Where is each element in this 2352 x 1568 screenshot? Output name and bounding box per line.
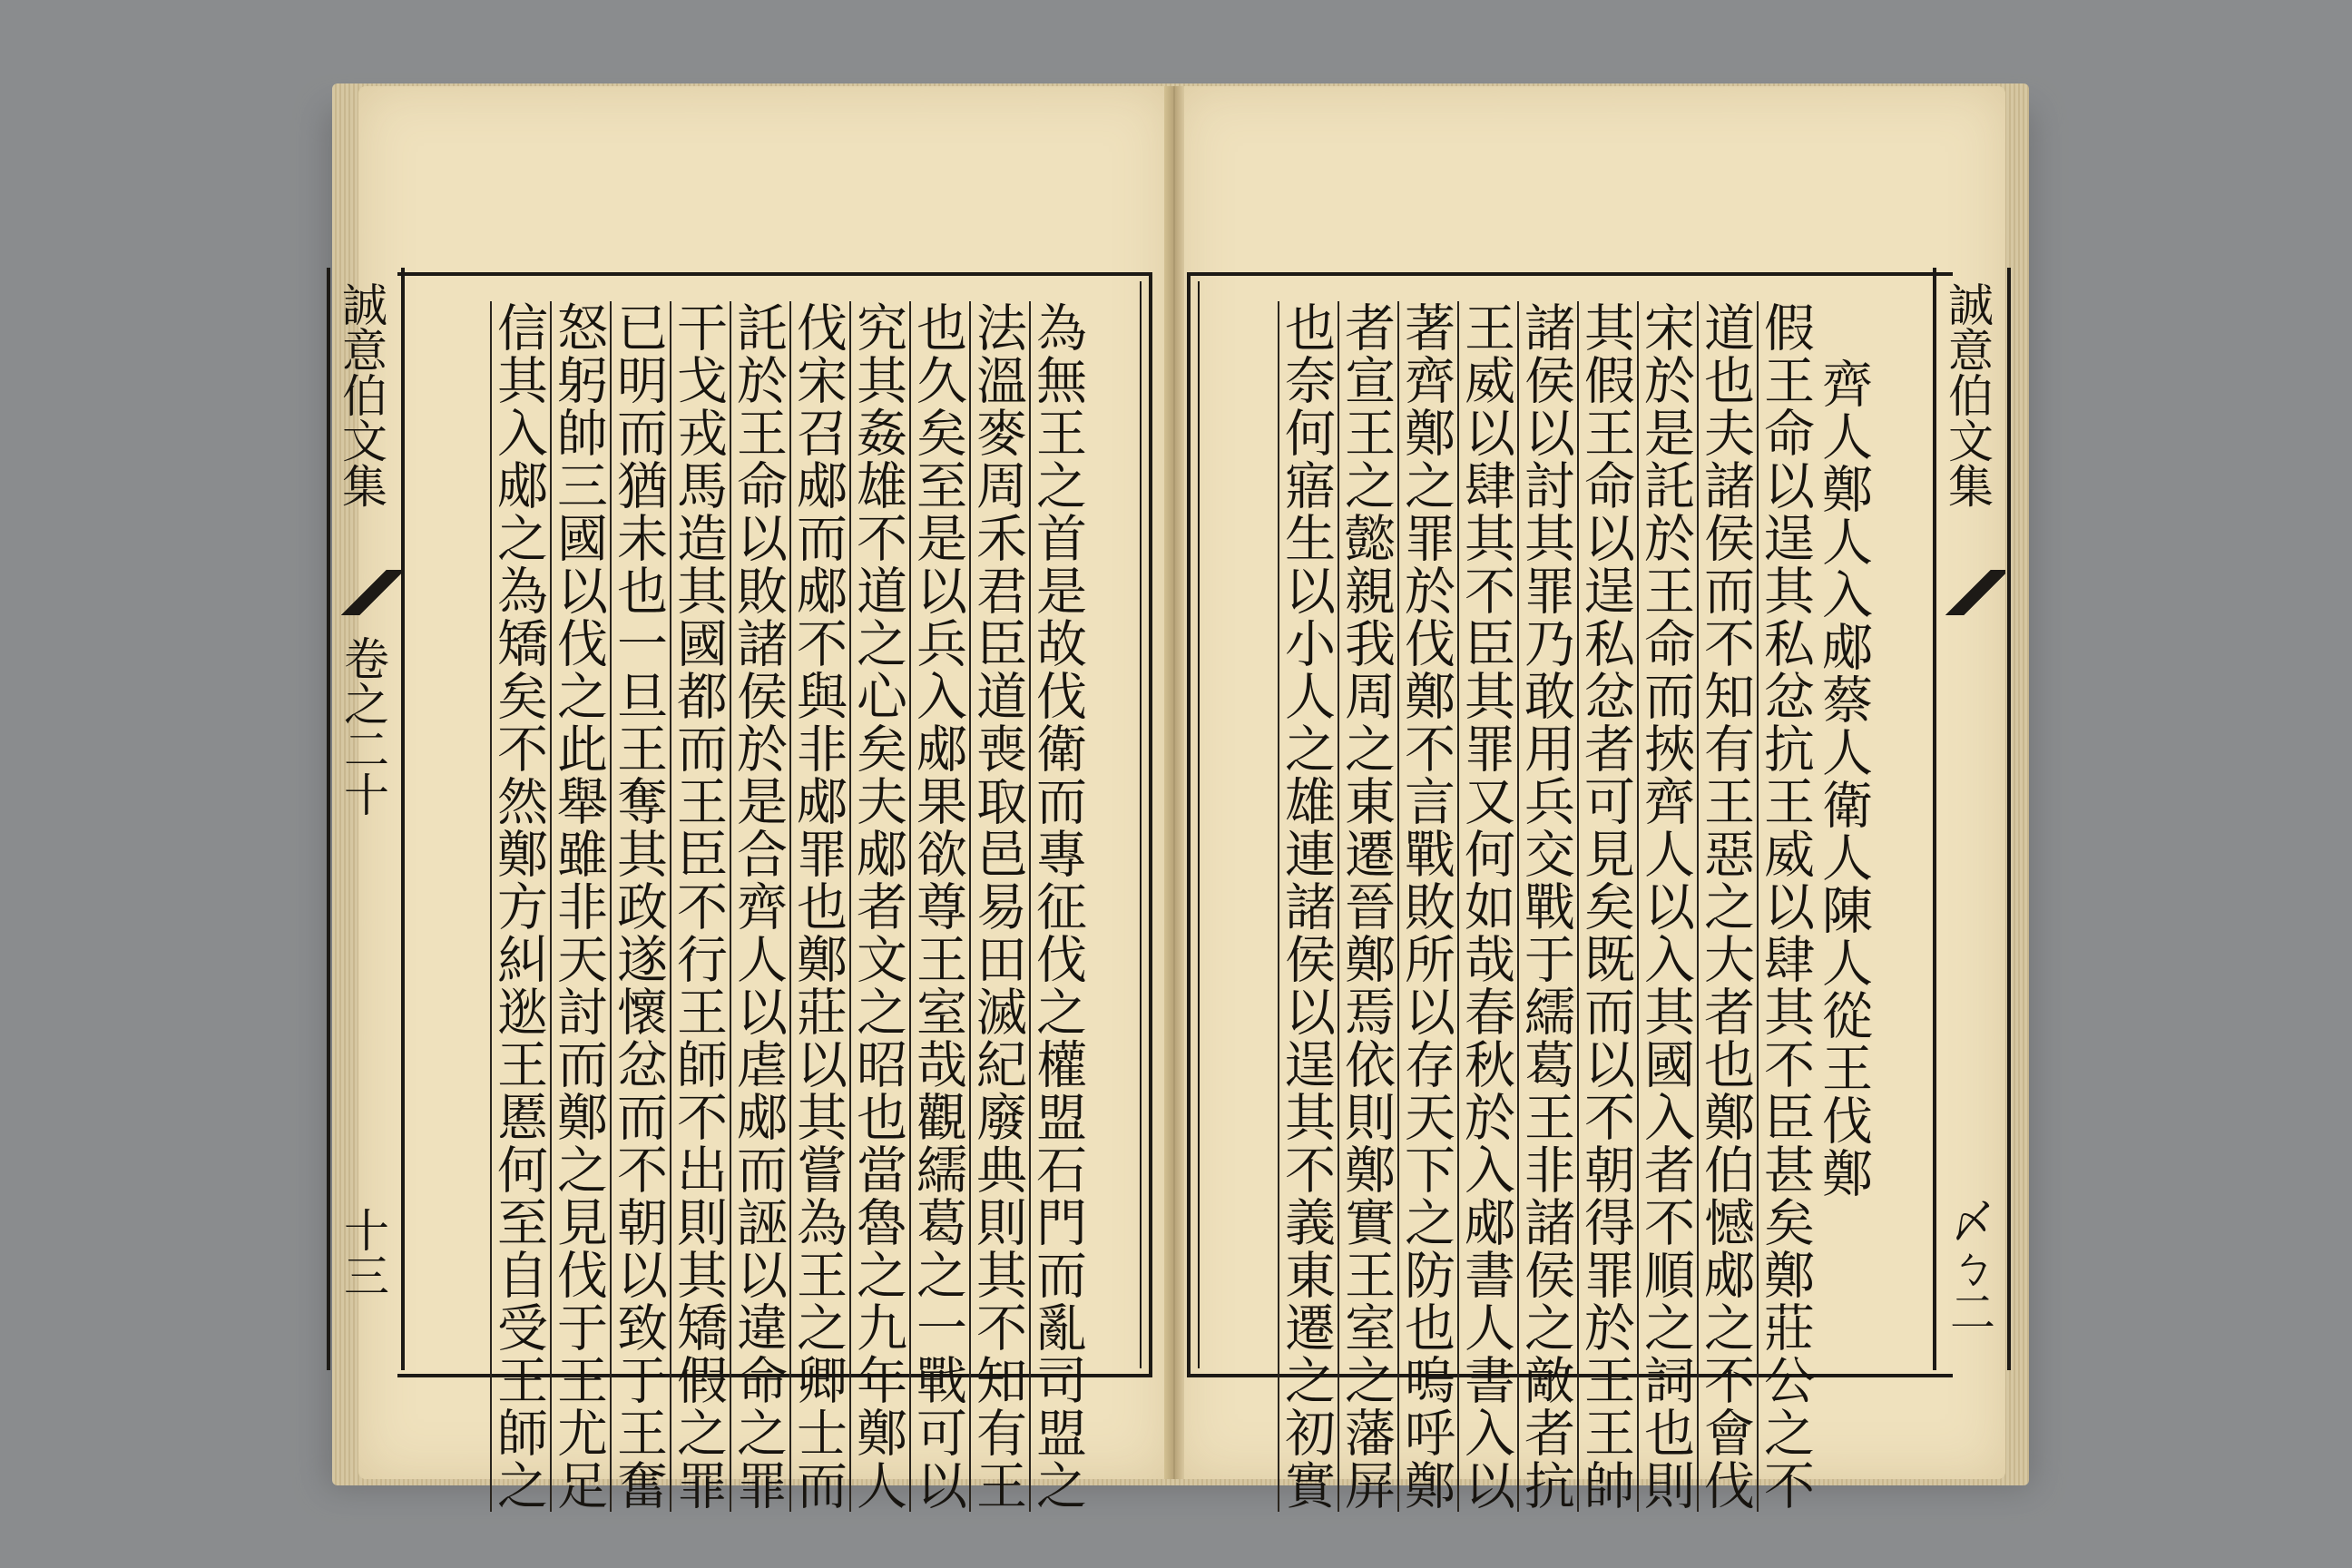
left-column-4: 究其姦雄不道之心矣夫郕者文之昭也當魯之九年鄭人 <box>848 301 907 1512</box>
left-column-2: 法溫麥周禾君臣道喪取邑易田滅紀廢典則其不知有王 <box>968 301 1027 1512</box>
right-heading: 齊人鄭人入郕蔡人衛人陳人從王伐鄭 <box>1814 358 1873 1200</box>
right-column-5: 諸侯以討其罪乃敢用兵交戰于繻葛王非諸侯之敵者抗 <box>1516 301 1575 1512</box>
left-folio-number: 十三 <box>337 1207 389 1298</box>
left-column-9: 怒躬帥三國以伐之此舉雖非天討而鄭之見伐于王尤足 <box>549 301 608 1512</box>
right-column-4: 其假王命以逞私忿者可見矣既而以不朝得罪於王王帥 <box>1576 301 1635 1512</box>
left-volume-label: 卷之二十 <box>337 635 389 817</box>
book-gutter <box>1164 86 1184 1479</box>
right-column-9: 也奈何寤生以小人之雄連諸侯以逞其不義東遷之初實 <box>1277 301 1336 1512</box>
left-column-10: 信其入郕之為矯矣不然鄭方糾逖王慝何至自受王師之 <box>489 301 548 1512</box>
right-running-title: 誠意伯文集 <box>1941 281 1994 508</box>
left-text-frame <box>397 272 1152 1512</box>
left-column-5: 伐宋召郕而郕不與非郕罪也鄭莊以其嘗為王之卿士而 <box>789 301 848 1512</box>
right-column-3: 宋於是託於王命而挾齊人以入其國入者不順之詞也則 <box>1636 301 1695 1512</box>
left-column-8: 已明而猶未也一旦王奪其政遂懷忿而不朝以致于王奮 <box>609 301 668 1512</box>
right-column-7: 著齊鄭之罪於伐鄭不言戰敗所以存天下之防也嗚呼鄭 <box>1396 301 1455 1512</box>
left-column-7: 干戈戎馬造其國都而王臣不行王師不出則其矯假之罪 <box>669 301 728 1512</box>
right-column-1: 假王命以逞其私忿抗王威以肆其不臣甚矣鄭莊公之不 <box>1756 301 1815 1512</box>
left-column-1: 為無王之首是故伐衛而專征伐之權盟石門而亂司盟之 <box>1028 301 1087 1512</box>
left-column-3: 也久矣至是以兵入郕果欲尊王室哉觀繻葛之一戰可以 <box>908 301 967 1512</box>
fishtail-mark <box>338 570 401 615</box>
right-column-8: 者宣王之懿親我周之東遷晉鄭焉依則鄭實王室之藩屏 <box>1337 301 1396 1512</box>
right-folio-mark: 〆ㄅ二 <box>1943 1198 1995 1334</box>
right-text-frame <box>1187 272 1953 1512</box>
right-column-2: 道也夫諸侯而不知有王惡之大者也鄭伯憾郕之不會伐 <box>1696 301 1755 1512</box>
left-column-6: 託於王命以敗諸侯於是合齊人以虐郕而誣以違命之罪 <box>729 301 788 1512</box>
right-column-6: 王威以肆其不臣其罪又何如哉春秋於入郕書人書入以 <box>1456 301 1515 1512</box>
left-running-title: 誠意伯文集 <box>335 281 387 508</box>
fishtail-mark-right <box>1942 570 2005 615</box>
